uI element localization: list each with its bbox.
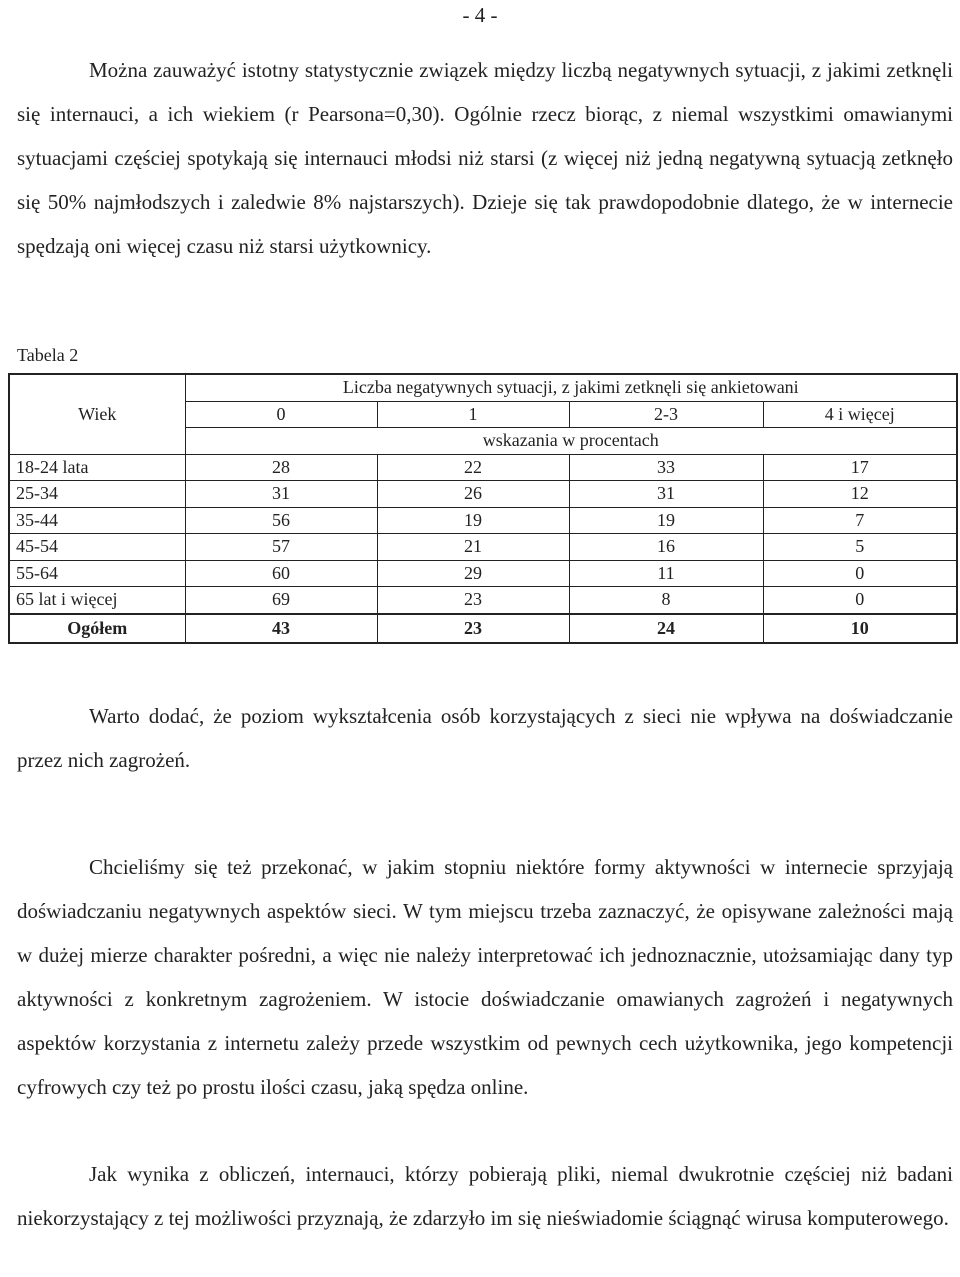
table-caption: Tabela 2: [17, 345, 79, 365]
table-cell: 60: [185, 560, 377, 587]
table-row: [9, 560, 957, 587]
total-cell: 43: [185, 614, 377, 643]
table-cell: 11: [569, 560, 763, 587]
table-cell: 17: [763, 454, 957, 481]
table-row: [9, 481, 957, 508]
table-cell: 33: [569, 454, 763, 481]
data-table: [8, 373, 958, 644]
table-cell: 56: [185, 507, 377, 534]
total-cell: 10: [763, 614, 957, 643]
row-label: 18-24 lata: [9, 454, 185, 481]
table-cell: 0: [763, 560, 957, 587]
paragraph-4: Jak wynika z obliczeń, internauci, którzy pobierają pliki, niemal dwukrotnie częściej niż badani niekorzystający z tej możliwości przyznają, że zdarzyło im się nieświadomie ściągnąć wirusa komputerowego.: [17, 1162, 953, 1230]
table-cell: 8: [569, 587, 763, 614]
table-row: [9, 454, 957, 481]
table-cell: 5: [763, 534, 957, 561]
table-cell: 22: [377, 454, 569, 481]
column-header: 1: [377, 401, 569, 428]
table-cell: 23: [377, 587, 569, 614]
page-number: - 4 -: [462, 3, 498, 27]
table-cell: 31: [569, 481, 763, 508]
row-label: 35-44: [9, 507, 185, 534]
table-cell: 26: [377, 481, 569, 508]
table-header-row: [9, 374, 957, 401]
paragraph-3: Chcieliśmy się też przekonać, w jakim stopniu niektóre formy aktywności w internecie sprzyjają doświadczaniu negatywnych aspektów sieci. W tym miejscu trzeba zaznaczyć, że opisywane zależności mają w dużej mierze charakter pośredni, a więc nie należy interpretować ich jednoznacznie, utożsamiając dany typ aktywności z konkretnym zagrożeniem. W istocie doświadczanie omawianych zagrożeń i negatywnych aspektów korzystania z internetu zależy przede wszystkim od pewnych cech użytkownika, jego kompetencji cyfrowych czy też po prostu ilości czasu, jaką spędza online.: [17, 855, 953, 1099]
total-row: [9, 614, 957, 643]
table-cell: 28: [185, 454, 377, 481]
paragraph-1: Można zauważyć istotny statystycznie związek między liczbą negatywnych sytuacji, z jakimi zetknęli się internauci, a ich wiekiem (r Pearsona=0,30). Ogólnie rzecz biorąc, z niemal wszystkimi omawianymi sytuacjami częściej spotykają się internauci młodsi niż starsi (z więcej niż jedną negatywną sytuacją zetknęło się 50% najmłodszych i zaledwie 8% najstarszych). Dzieje się tak prawdopodobnie dlatego, że w internecie spędzają oni więcej czasu niż starsi użytkownicy.: [17, 58, 953, 258]
table-cell: 29: [377, 560, 569, 587]
row-label: 65 lat i więcej: [9, 587, 185, 614]
table-row: [9, 534, 957, 561]
column-header: 0: [185, 401, 377, 428]
column-header: 4 i więcej: [763, 401, 957, 428]
table-cell: 69: [185, 587, 377, 614]
paragraph-2: Warto dodać, że poziom wykształcenia osób korzystających z sieci nie wpływa na doświadczanie przez nich zagrożeń.: [17, 704, 953, 772]
column-header: 2-3: [569, 401, 763, 428]
row-label: 25-34: [9, 481, 185, 508]
row-label: 55-64: [9, 560, 185, 587]
total-label: Ogółem: [9, 614, 185, 643]
wiek-header: Wiek: [9, 374, 185, 454]
group-header: Liczba negatywnych sytuacji, z jakimi zetknęli się ankietowani: [185, 374, 957, 401]
total-cell: 23: [377, 614, 569, 643]
table-cell: 19: [569, 507, 763, 534]
table-cell: 0: [763, 587, 957, 614]
table-cell: 16: [569, 534, 763, 561]
table-cell: 12: [763, 481, 957, 508]
total-cell: 24: [569, 614, 763, 643]
table-row: [9, 587, 957, 614]
unit-note: wskazania w procentach: [185, 428, 957, 455]
table-cell: 21: [377, 534, 569, 561]
table-cell: 7: [763, 507, 957, 534]
table-cell: 31: [185, 481, 377, 508]
table-cell: 57: [185, 534, 377, 561]
row-label: 45-54: [9, 534, 185, 561]
table-row: [9, 507, 957, 534]
table-cell: 19: [377, 507, 569, 534]
